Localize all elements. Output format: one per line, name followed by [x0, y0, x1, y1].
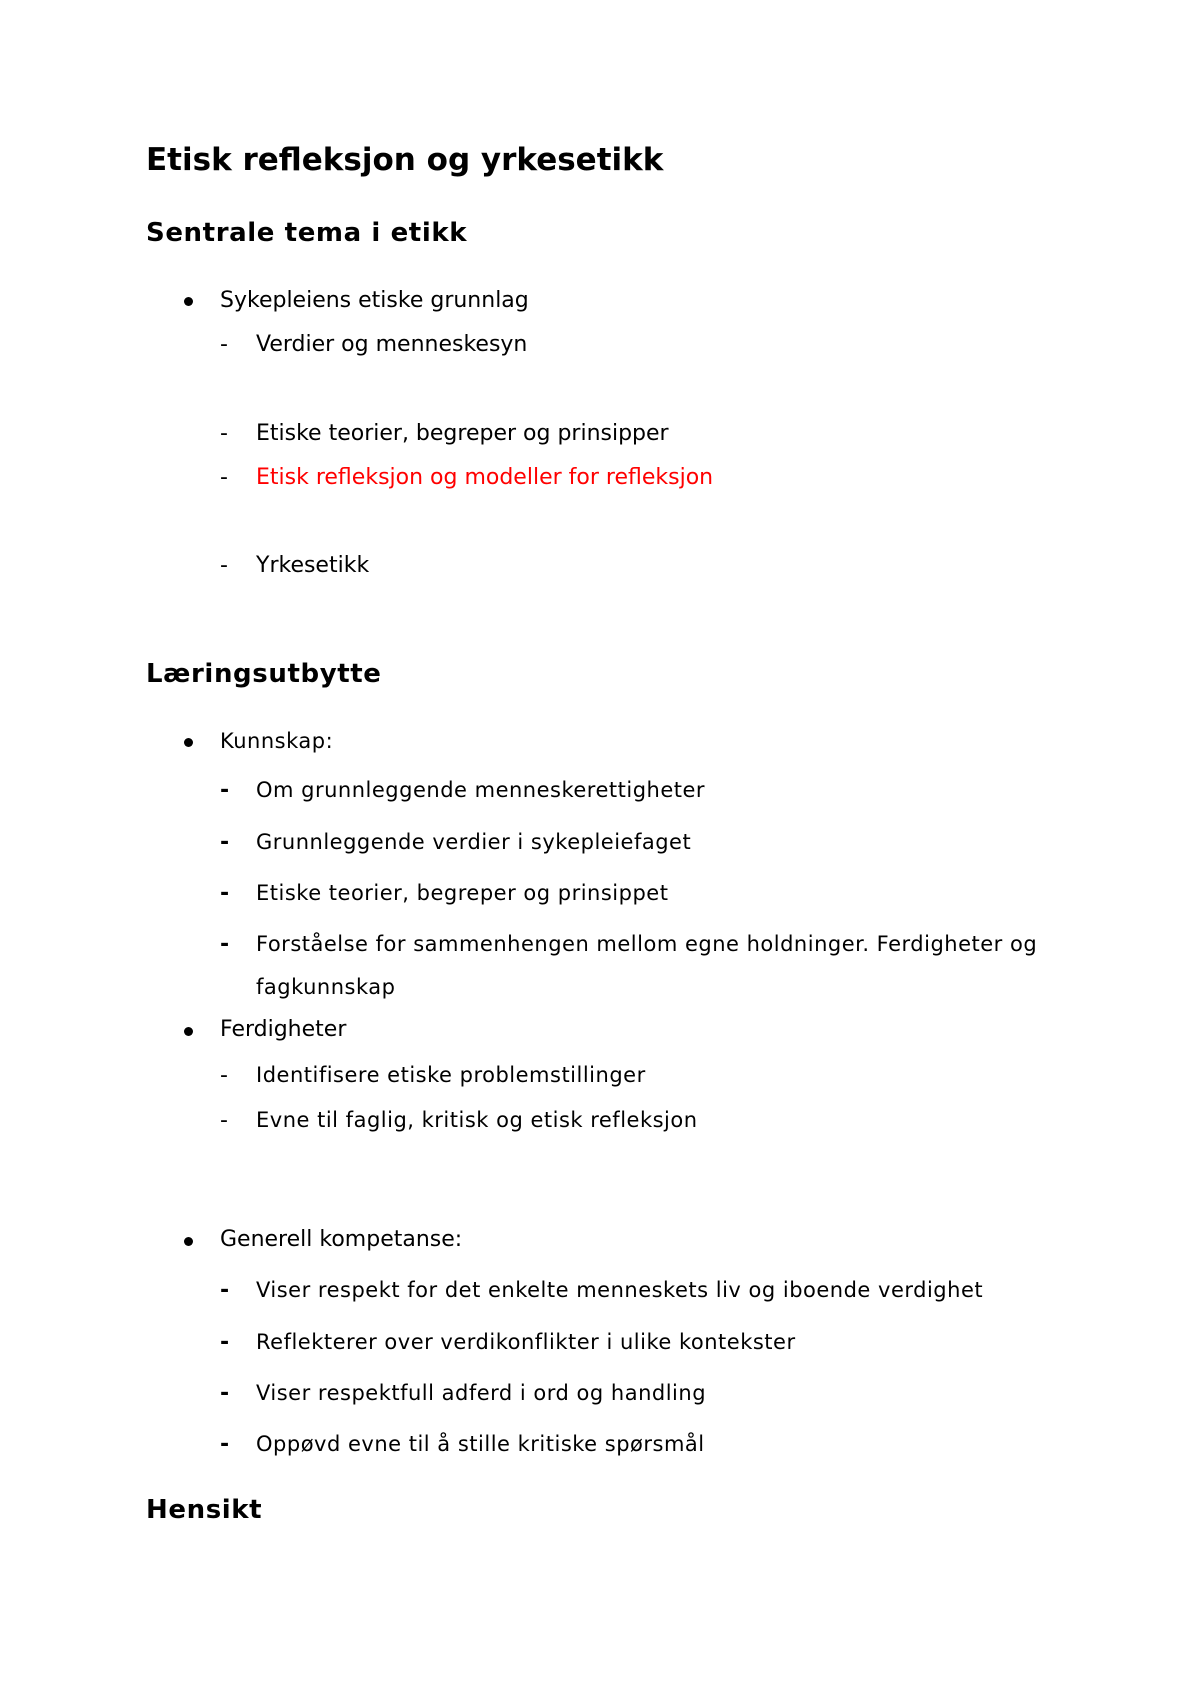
dash-icon: - [220, 1381, 230, 1406]
list-item-yrkesetikk: Yrkesetikk [256, 553, 370, 578]
section-heading-sentrale-tema: Sentrale tema i etikk [146, 218, 468, 248]
dash-icon: - [220, 778, 230, 803]
list-item-verdier: Verdier og menneskesyn [256, 332, 528, 357]
list-item-etiske-teorier-prinsippet: Etiske teorier, begreper og prinsippet [256, 881, 669, 905]
bullet-icon [184, 1027, 193, 1036]
list-item-generell-kompetanse: Generell kompetanse: [220, 1227, 463, 1252]
list-item-forstaelse-continuation: fagkunnskap [256, 975, 396, 999]
list-item-ferdigheter: Ferdigheter [220, 1017, 347, 1042]
dash-icon: - [220, 332, 228, 357]
list-item-forstaelse: Forståelse for sammenhengen mellom egne holdninger. Ferdigheter og [256, 932, 1038, 956]
list-item-menneskerettigheter: Om grunnleggende menneskerettigheter [256, 778, 706, 802]
list-item-etiske-teorier: Etiske teorier, begreper og prinsipper [256, 421, 669, 446]
list-item-identifisere: Identifisere etiske problemstillinger [256, 1063, 646, 1087]
bullet-icon [184, 738, 193, 747]
section-heading-laeringsutbytte: Læringsutbytte [146, 659, 382, 689]
list-item-oppovd-evne: Oppøvd evne til å stille kritiske spørsmål [256, 1432, 705, 1456]
list-item-etisk-refleksjon-highlighted: Etisk refleksjon og modeller for refleksjon [256, 465, 714, 490]
section-heading-hensikt: Hensikt [146, 1495, 263, 1525]
dash-icon: - [220, 932, 230, 957]
dash-icon: - [220, 465, 228, 490]
list-item-respektfull-adferd: Viser respektfull adferd i ord og handling [256, 1381, 707, 1405]
dash-icon: - [220, 1330, 230, 1355]
list-item-sykepleiens-grunnlag: Sykepleiens etiske grunnlag [220, 288, 529, 313]
list-item-kunnskap: Kunnskap: [220, 729, 334, 753]
dash-icon: - [220, 1063, 228, 1088]
bullet-icon [184, 297, 193, 306]
dash-icon: - [220, 553, 228, 578]
document-title: Etisk refleksjon og yrkesetikk [146, 142, 664, 178]
dash-icon: - [220, 830, 230, 855]
dash-icon: - [220, 421, 228, 446]
dash-icon: - [220, 1108, 228, 1133]
list-item-grunnleggende-verdier: Grunnleggende verdier i sykepleiefaget [256, 830, 692, 854]
list-item-reflekterer: Reflekterer over verdikonflikter i ulike kontekster [256, 1330, 796, 1354]
bullet-icon [184, 1237, 193, 1246]
dash-icon: - [220, 1278, 230, 1303]
dash-icon: - [220, 1432, 230, 1457]
list-item-evne-refleksjon: Evne til faglig, kritisk og etisk refleksjon [256, 1108, 698, 1132]
list-item-viser-respekt: Viser respekt for det enkelte menneskets liv og iboende verdighet [256, 1278, 984, 1302]
dash-icon: - [220, 881, 230, 906]
